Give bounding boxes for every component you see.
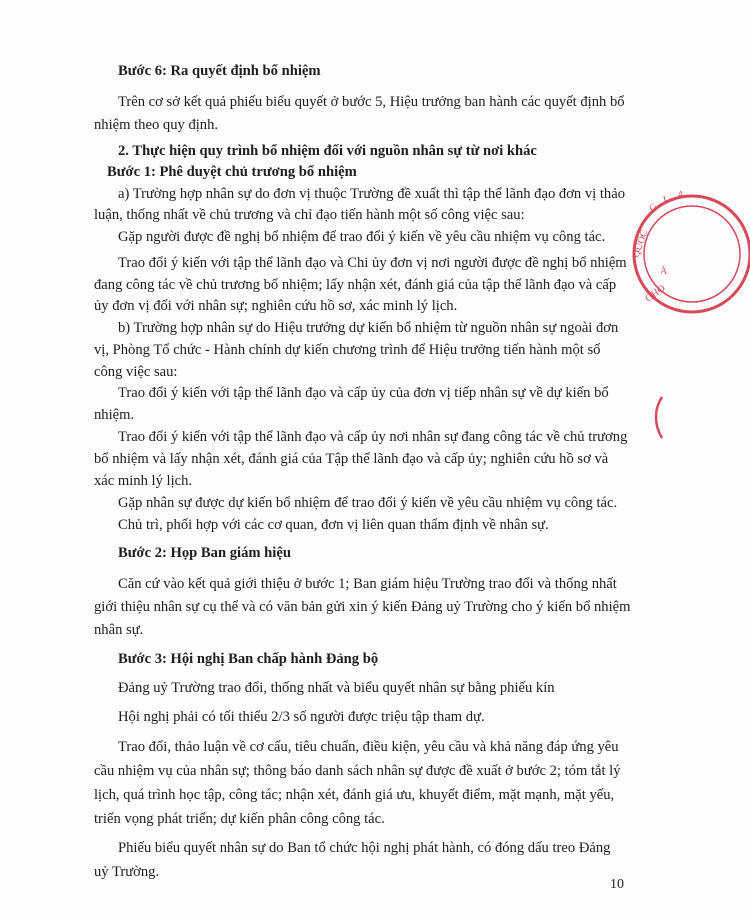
text-line: ủy đơn vị đối với nhân sự; nghiên cứu hồ sơ, xác minh lý lịch. — [94, 298, 458, 314]
svg-text:G: G — [647, 201, 660, 215]
text-line: nhiệm. — [94, 407, 135, 423]
text-line: Hội nghị phải có tối thiểu 2/3 số người được triệu tập tham dự. — [118, 709, 485, 725]
section-heading: Bước 1: Phê duyệt chủ trương bổ nhiệm — [107, 164, 357, 180]
text-line: Gặp người được đề nghị bổ nhiệm để trao đổi ý kiến về yêu cầu nhiệm vụ công tác. — [118, 229, 606, 245]
text-line: Trao đổi ý kiến với tập thể lãnh đạo và cấp ủy của đơn vị tiếp nhân sự về dự kiến bổ — [118, 385, 609, 401]
text-line: luận, thống nhất về chủ trương và chỉ đạo tiến hành một số công việc sau: — [94, 207, 525, 223]
text-line: bổ nhiệm và lấy nhận xét, đánh giá của Tập thể lãnh đạo và cấp ủy; nghiên cứu hồ sơ và — [94, 451, 609, 467]
text-line: nhiệm theo quy định. — [94, 117, 219, 133]
text-line: công việc sau: — [94, 364, 178, 380]
page-number: 10 — [610, 877, 624, 892]
text-line: triển vọng phát triển; dự kiến phân công công tác. — [94, 811, 385, 827]
text-line: cầu nhiệm vụ của nhân sự; thông báo danh sách nhân sự được đề xuất ở bước 2; tóm tắt lý — [94, 763, 621, 779]
text-line: Gặp nhân sự được dự kiến bổ nhiệm để trao đổi ý kiến về yêu cầu nhiệm vụ công tác. — [118, 495, 618, 511]
svg-text:A: A — [677, 190, 685, 201]
official-seal-icon — [630, 190, 750, 380]
text-line: vị, Phòng Tổ chức - Hành chính dự kiến chương trình để Hiệu trưởng tiến hành một số — [94, 342, 601, 358]
section-heading: Bước 2: Họp Ban giám hiệu — [118, 545, 291, 561]
text-line: Trao đổi ý kiến với tập thể lãnh đạo và cấp ủy nơi nhân sự đang công tác về chủ trương — [118, 429, 628, 445]
text-line: đang công tác về chủ trương bổ nhiệm; lấy nhận xét, đánh giá của tập thể lãnh đạo và cấp — [94, 277, 617, 293]
text-line: Trao đổi ý kiến với tập thể lãnh đạo và Chi ủy đơn vị nơi người được đề nghị bổ nhiệm — [118, 255, 627, 271]
text-line: uỷ Trường. — [94, 864, 160, 880]
text-line: Căn cứ vào kết quả giới thiệu ở bước 1; Ban giám hiệu Trường trao đổi và thống nhất — [118, 576, 617, 592]
svg-text:OHO: OHO — [643, 283, 668, 305]
text-line: Phiếu biểu quyết nhân sự do Ban tổ chức hội nghị phát hành, có đóng dấu treo Đảng — [118, 840, 611, 856]
svg-text:QUỐC: QUỐC — [630, 228, 651, 260]
text-line: xác minh lý lịch. — [94, 473, 193, 489]
section-heading: Bước 6: Ra quyết định bổ nhiệm — [118, 63, 321, 79]
svg-text:I: I — [661, 194, 669, 206]
text-line: nhân sự. — [94, 622, 144, 638]
section-heading: Bước 3: Hội nghị Ban chấp hành Đảng bộ — [118, 651, 379, 667]
text-line: lịch, quá trình học tập, công tác; nhận xét, đánh giá ưu, khuyết điểm, mặt mạnh, mặt yếu, — [94, 787, 615, 803]
text-line: giới thiệu nhân sự cụ thể và có văn bản gửi xin ý kiến Đảng uỷ Trường cho ý kiến bổ nhiệm — [94, 599, 631, 615]
text-line: Trên cơ sở kết quả phiếu biểu quyết ở bước 5, Hiệu trưởng ban hành các quyết định bổ — [118, 94, 625, 110]
stamp-edge-mark — [650, 395, 670, 440]
svg-text:Ả: Ả — [660, 266, 668, 277]
text-line: a) Trường hợp nhân sự do đơn vị thuộc Trường đề xuất thì tập thể lãnh đạo đơn vị thảo — [118, 186, 625, 202]
text-line: Đảng uỷ Trường trao đổi, thống nhất và biểu quyết nhân sự bằng phiếu kín — [118, 680, 555, 696]
text-line: Chủ trì, phối hợp với các cơ quan, đơn vị liên quan thẩm định về nhân sự. — [118, 517, 549, 533]
text-line: Trao đổi, thảo luận về cơ cấu, tiêu chuẩn, điều kiện, yêu cầu và khả năng đáp ứng yêu — [118, 739, 619, 755]
text-line: b) Trường hợp nhân sự do Hiệu trưởng dự kiến bổ nhiệm từ nguồn nhân sự ngoài đơn — [118, 320, 619, 336]
section-heading: 2. Thực hiện quy trình bổ nhiệm đối với nguồn nhân sự từ nơi khác — [118, 143, 537, 159]
